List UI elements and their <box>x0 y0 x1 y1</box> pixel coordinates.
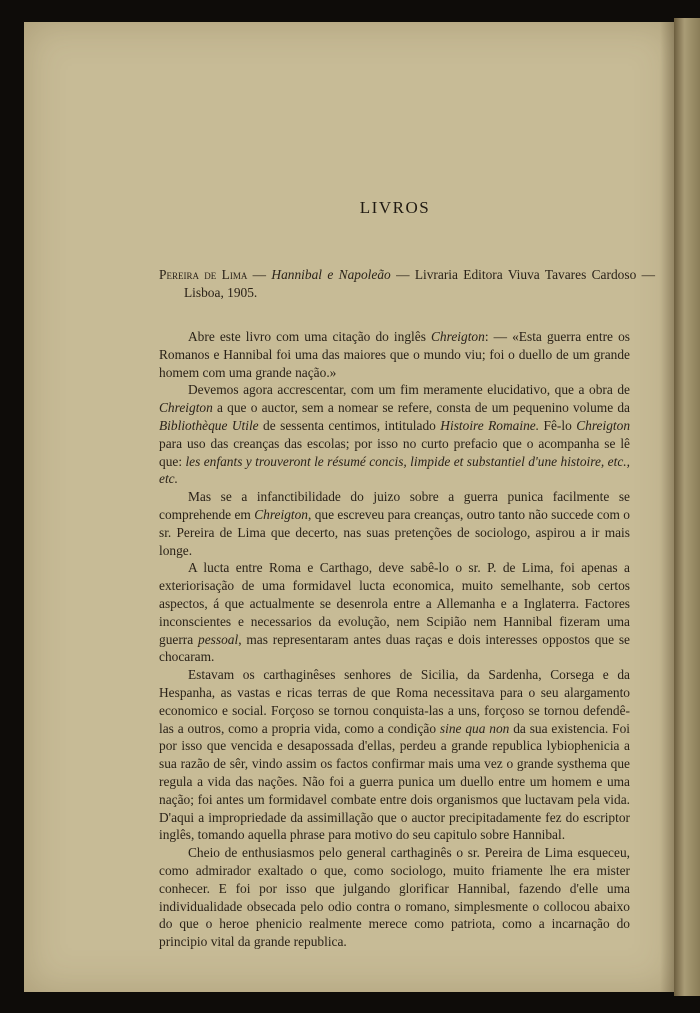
paragraph <box>159 488 630 559</box>
text-run: Devemos agora accrescentar, com um fim meramente elucidativo, que a obra de <box>188 382 630 398</box>
text-run: , mas representaram antes duas raças e dois interesses oppostos que se chocaram. <box>159 631 630 665</box>
italic-run: Chreigton <box>431 329 485 344</box>
italic-run: pessoal <box>198 631 239 647</box>
italic-run: Chreigton <box>576 417 631 433</box>
italic-run: Chreigton <box>159 400 213 416</box>
page-title: LIVROS <box>359 198 431 217</box>
italic-run: sine qua non <box>439 720 510 736</box>
paragraph <box>159 559 630 666</box>
text-run: de sessenta centimos, intitulado <box>258 417 441 433</box>
book-spine <box>674 18 700 996</box>
text-run: Fê-lo <box>539 417 577 433</box>
text-run: A lucta entre Roma e Carthago, deve sabê-lo o sr. P. de Lima, foi apenas a exteriorisação de uma formidavel lucta economica, muito semelhante, sob certos aspectos, á que actualmente se desenrola entre a Allemanha e a Inglaterra. Factores inconscientes e necessarios da evolução, nem Scipião nem Hannibal fizeram uma guerra <box>159 560 630 647</box>
italic-run: Histoire Romaine. <box>440 417 540 433</box>
review-body <box>159 328 630 951</box>
text-run: : — «Esta guerra entre os Romanos e Hannibal foi uma das maiores que o mundo viu; foi o duello de um grande homem com uma grande nação.» <box>159 329 630 380</box>
paragraph <box>159 666 630 844</box>
citation-author: Pereira de Lima <box>159 267 248 282</box>
paragraph <box>159 328 630 381</box>
text-run: Abre este livro com uma citação do inglês <box>188 329 431 344</box>
text-run: para uso das creanças das escolas; por isso no curto prefacio que o acompanha se lê que: <box>159 435 630 469</box>
book-citation <box>159 266 655 302</box>
paragraph <box>159 381 630 488</box>
text-run: Cheio de enthusiasmos pelo general carthaginês o sr. Pereira de Lima esqueceu, como admirador exaltado o que, como sociologo, muito friamente lhe era mister conhecer. E foi por isso que julgando glorificar Hannibal, fazendo d'elle uma individualidade obsecada pelo odio contra o romano, simplesmente o collocou abaixo do que o heroe phenicio realmente merece como patriota, como a incarnação do principio vital da grande republica. <box>159 845 630 950</box>
citation-dash-2: — <box>390 267 415 282</box>
text-run: a que o auctor, sem a nomear se refere, consta de um pequenino volume da <box>212 400 630 416</box>
text-run: Mas se a infanctibilidade do juizo sobre a guerra punica facilmente se comprehende em <box>159 489 630 522</box>
italic-run: Chreigton <box>254 506 308 522</box>
citation-work-title: Hannibal e Napoleão <box>271 267 391 282</box>
italic-run: les enfants y trouveront le résumé concis, limpide et substantiel d'une histoire, etc., etc. <box>159 453 630 487</box>
italic-run: Bibliothèque Utile <box>159 417 259 433</box>
citation-dash-1: — <box>247 267 272 282</box>
paragraph <box>159 844 630 951</box>
text-run: Estavam os carthaginêses senhores de Sicilia, da Sardenha, Corsega e da Hespanha, as vastas e ricas terras de que Roma necessitava para o seu alargamento economico e social. Forçoso se tornou conquista-las a uns, forçoso se tornou defendê-las a outros, como a propria vida, como a condição <box>159 667 630 736</box>
text-run: , que escreveu para creanças, outro tanto não succede com o sr. Pereira de Lima que decerto, nas suas pretenções de sociologo, aspirou a ir mais longe. <box>159 506 630 558</box>
text-run: da sua existencia. Foi por isso que vencida e desapossada d'ellas, perdeu a grande republica lybiophenicia a sua razão de sêr, vindo assim os factos confirmar mais uma vez o grande systhema que regula a vida das nações. Não foi a guerra punica um duello entre um homem e uma nação; foi antes um formidavel combate entre dois organismos que luctavam pela vida. D'aqui a impropriedade da assimillação que o auctor precipitadamente fez do escriptor inglês, tomando aquella phrase para motivo do seu capitulo sobre Hannibal. <box>159 720 630 843</box>
citation-publisher: Livraria Editora Viuva Tavares Cardoso — Lisboa, 1905. <box>184 267 655 300</box>
